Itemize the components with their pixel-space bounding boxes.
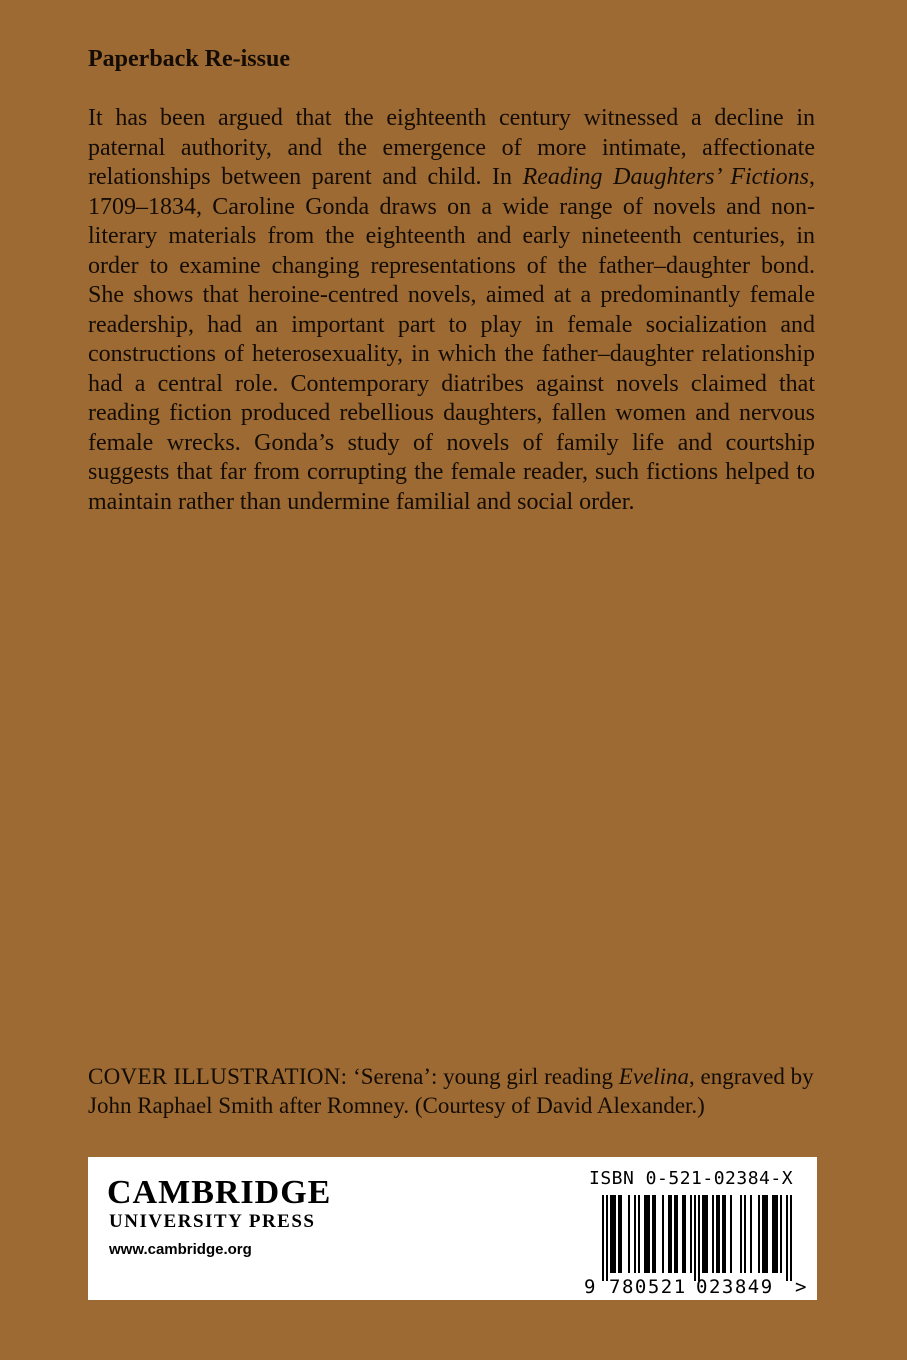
barcode-lead-digit: 9 <box>584 1276 596 1295</box>
barcode-bar-45 <box>780 1195 782 1273</box>
book-title: Reading Daughters’ Fictions <box>522 164 809 190</box>
barcode-bar-27 <box>704 1195 706 1273</box>
book-description <box>88 104 815 517</box>
barcode-bar-7 <box>620 1195 622 1273</box>
publisher-url: www.cambridge.org <box>109 1241 252 1258</box>
barcode-bar-4 <box>612 1195 614 1273</box>
barcode-bar-20 <box>676 1195 678 1273</box>
description-part-2: , 1709–1834, Caroline Gonda draws on a wide range of novels and non-literary materials from the eighteenth and early nineteenth centuries, in order to examine changing representations of the father–daughter bond. She shows that heroine-centred novels, aimed at a predominantly female readership, had an important part to play in female socialization and constructions of heterosexuality, in which the father–daughter relationship had a central role. Contemporary diatribes against novels claimed that reading fiction produced rebellious daughters, fallen women and nervous female wrecks. Gonda’s study of novels of family life and courtship suggests that far from corrupting the female reader, such fictions helped to maintain rather than undermine familial and social order. <box>88 164 815 515</box>
barcode-bar-38 <box>758 1195 760 1273</box>
barcode-bar-30 <box>716 1195 718 1273</box>
barcode-graphic <box>584 1195 809 1295</box>
barcode-bar-1 <box>602 1195 604 1281</box>
barcode-bar-10 <box>638 1195 640 1273</box>
barcode-bar-11 <box>644 1195 646 1273</box>
publisher-name: CAMBRIDGE <box>107 1174 332 1211</box>
barcode-bar-19 <box>674 1195 676 1273</box>
barcode-right-digits: 023849 <box>696 1276 774 1295</box>
barcode-bar-25 <box>698 1195 700 1281</box>
barcode-bar-31 <box>718 1195 720 1273</box>
credit-part-2: , engraved by John Raphael Smith after Romney. (Courtesy of David Alexander.) <box>88 1064 814 1118</box>
barcode-bar-15 <box>654 1195 656 1273</box>
barcode-bar-23 <box>690 1195 692 1273</box>
barcode-bar-33 <box>724 1195 726 1273</box>
credit-work-title: Evelina <box>618 1064 690 1089</box>
cover-illustration-credit <box>88 1062 818 1120</box>
barcode-bar-46 <box>786 1195 788 1281</box>
barcode-bar-42 <box>772 1195 774 1273</box>
description-part-1: It has been argued that the eighteenth century witnessed a decline in paternal authority, and the emergence of more intimate, affectionate relationships between parent and child. In <box>88 105 815 190</box>
barcode-bar-41 <box>766 1195 768 1273</box>
barcode-bar-36 <box>744 1195 746 1273</box>
publisher-barcode-panel <box>88 1157 817 1300</box>
publisher-logo <box>107 1175 331 1258</box>
barcode-bar-2 <box>606 1195 608 1281</box>
barcode-bar-21 <box>682 1195 684 1273</box>
barcode-bar-16 <box>662 1195 664 1273</box>
barcode-bar-32 <box>722 1195 724 1273</box>
barcode-bar-9 <box>634 1195 636 1273</box>
barcode-bar-37 <box>750 1195 752 1273</box>
barcode-bar-18 <box>670 1195 672 1273</box>
barcode-bar-35 <box>740 1195 742 1273</box>
barcode-bar-14 <box>652 1195 654 1273</box>
barcode-bar-26 <box>702 1195 704 1273</box>
barcode-bar-17 <box>668 1195 670 1273</box>
barcode-bar-39 <box>762 1195 764 1273</box>
barcode-bar-8 <box>628 1195 630 1273</box>
credit-label: COVER ILLUSTRATION: <box>88 1064 348 1089</box>
barcode-left-digits: 780521 <box>609 1276 687 1295</box>
publisher-subtitle: UNIVERSITY PRESS <box>109 1211 316 1232</box>
barcode-bar-29 <box>712 1195 714 1273</box>
barcode-end-mark: > <box>795 1276 807 1295</box>
barcode-bar-6 <box>618 1195 620 1273</box>
barcode-bar-12 <box>646 1195 648 1273</box>
barcode-bar-34 <box>730 1195 732 1273</box>
barcode-bar-40 <box>764 1195 766 1273</box>
barcode-bar-47 <box>790 1195 792 1281</box>
barcode <box>584 1195 809 1295</box>
barcode-bar-24 <box>694 1195 696 1281</box>
barcode-bar-28 <box>706 1195 708 1273</box>
barcode-bar-22 <box>684 1195 686 1273</box>
barcode-bar-13 <box>648 1195 650 1273</box>
barcode-bar-44 <box>776 1195 778 1273</box>
isbn-label: ISBN 0-521-02384-X <box>589 1168 794 1189</box>
section-heading: Paperback Re-issue <box>88 46 290 72</box>
barcode-bar-5 <box>614 1195 616 1273</box>
credit-part-1: ‘Serena’: young girl reading <box>347 1064 619 1089</box>
barcode-bars <box>602 1195 792 1281</box>
barcode-bar-43 <box>774 1195 776 1273</box>
barcode-bar-3 <box>610 1195 612 1273</box>
